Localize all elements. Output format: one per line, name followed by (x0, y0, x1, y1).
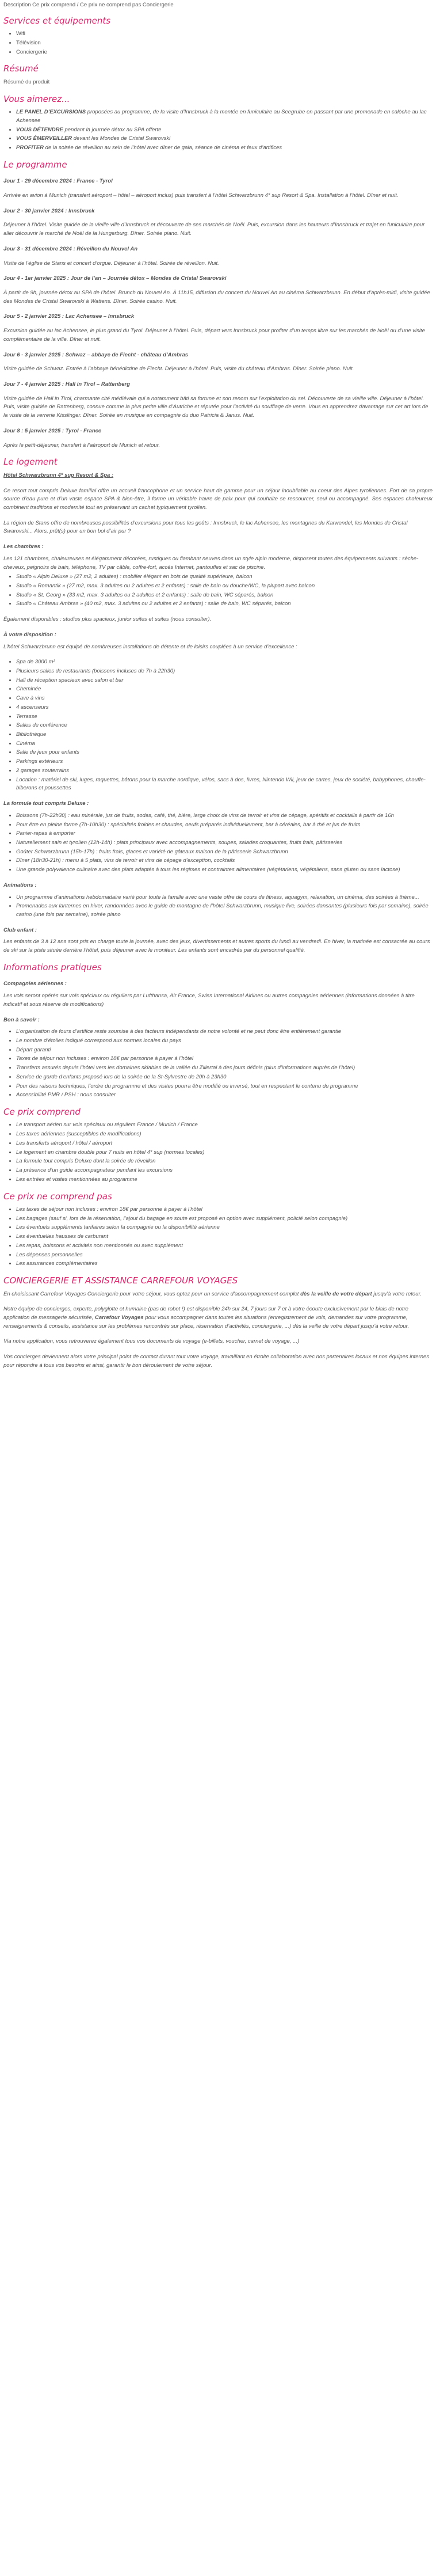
aimerez-item (16, 126, 433, 135)
service-item: • Conciergerie (16, 48, 433, 57)
ne-comprend-item: • Les taxes de séjour non incluses : environ 18€ par personne à payer à l’hôtel (16, 1206, 433, 1214)
service-item: • Télévision (16, 39, 433, 48)
day-heading: Jour 8 : 5 janvier 2025 : Tyrol - France (3, 427, 102, 434)
service-item: • Wifi (16, 30, 433, 39)
day-text: Visite guidée de Hall in Tirol, charmante cité médiévale qui a notamment bâti sa fortune et son renom sur l’exploitation du sel. Découverte de sa vieille ville. Déjeuner à l’hôtel. Puis, visite guidée de Rattenberg, connue comme la plus petite ville d’Autriche et réputée pour l’activité du soufflage de verre. Vous en apprendrez davantage sur cet art lors de la visite de la verrerie Kisslinger. Dîner. Soirée en musique en compagnie du duo Patricia & Janus. Nuit. (3, 395, 429, 419)
aimerez-item-text: proposées au programme, de la visite d’Innsbruck à la montée en funiculaire au Seegrube en passant par une promenade en calèche au lac Achensee (16, 109, 427, 124)
bon-item: • Accessibilité PMR / PSH : nous consulter (16, 1091, 433, 1100)
logement-title: Le logement (3, 457, 58, 468)
dispo-item: • Cave à vins (16, 694, 433, 703)
conciergerie-p2-a: Notre équipe de concierges, experte, polyglotte et humaine (pas de robot !) est disponible 24h sur 24, 7 jours sur 7 et à votre écoute exclusivement par le biais de notre application de messagerie sécurisée, (3, 1306, 408, 1321)
ne-comprend-item: • Les assurances complémentaires (16, 1260, 433, 1268)
resume-text: Résumé du produit (3, 78, 50, 85)
day-text: Visite de l’église de Stans et concert d’orgue. Déjeuner à l’hôtel. Soirée de réveillon. Nuit. (3, 260, 219, 267)
day-heading: Jour 3 - 31 décembre 2024 : Réveillon du Nouvel An (3, 245, 138, 252)
companies-label: Compagnies aériennes : (3, 981, 67, 987)
bon-list (3, 1028, 433, 1100)
formule-item: • Panier-repas à emporter (16, 830, 433, 838)
hotel-intro-2: La région de Stans offre de nombreuses possibilités d’excursions pour tous les goûts : Innsbruck, le lac Achensee, les montagnes du Karwendel, les Mondes de Cristal Swarovski... Alors, prêt(s) pour un bon bol d’air pur ? (3, 519, 408, 535)
comprend-item: • Le transport aérien sur vols spéciaux ou réguliers France / Munich / France (16, 1121, 433, 1130)
club-label: Club enfant : (3, 926, 37, 933)
dispo-list (3, 658, 433, 793)
programme-title: Le programme (3, 159, 67, 170)
formule-item: • Une grande polyvalence culinaire avec des plats adaptés à tous les régimes et contraintes alimentaires (végétariens, végétaliens, sans gluten ou sans lactose) (16, 866, 433, 875)
formule-item: • Boissons (7h-22h30) : eau minérale, jus de fruits, sodas, café, thé, bière, large choix de vins de terroir et vins de cépage, apéritifs et cocktails à partir de 16h (16, 812, 433, 820)
bon-item: • L’organisation de fours d’artifice reste soumise à des facteurs indépendants de notre volonté et ne peut donc être entièrement garantie (16, 1028, 433, 1036)
bon-item: • Transferts assurés depuis l’hôtel vers les domaines skiables de la vallée du Zillertal à des jours définis (plus d’informations auprès de l’hôtel) (16, 1064, 433, 1073)
dispo-item: • Spa de 3000 m² (16, 658, 433, 667)
dispo-item: • Hall de réception spacieux avec salon et bar (16, 677, 433, 685)
conciergerie-title: CONCIERGERIE ET ASSISTANCE CARREFOUR VOYAGES (3, 1275, 238, 1286)
dispo-item: • Bibliothèque (16, 731, 433, 739)
bon-label: Bon à savoir : (3, 1016, 40, 1023)
day-heading: Jour 4 - 1er janvier 2025 : Jour de l’an – Journée détox – Mondes de Cristal Swarovski (3, 275, 227, 282)
dispo-text: L’hôtel Schwarzbrunn est équipé de nombreuses installations de détente et de loisirs couplées à un service d’excellence : (3, 643, 297, 650)
ne-comprend-item: • Les éventuels suppléments tarifaires selon la compagnie ou la disponibilité aérienne (16, 1224, 433, 1232)
comprend-item: • Les entrées et visites mentionnées au programme (16, 1176, 433, 1184)
day-heading: Jour 6 - 3 janvier 2025 : Schwaz – abbaye de Fiecht - château d’Ambras (3, 351, 189, 358)
formule-label: La formule tout compris Deluxe : (3, 800, 89, 807)
aimerez-item-text: de la soirée de réveillon au sein de l’hôtel avec dîner de gala, séance de cinéma et feux d’artifices (44, 144, 282, 151)
aimerez-list (3, 108, 433, 153)
chambre-item: • Studio « St. Georg » (33 m2, max. 3 adultes ou 2 adultes et 2 enfants) : salle de bain, WC séparés, balcon (16, 591, 433, 600)
bon-item: • Service de garde d’enfants proposé lors de la soirée de la St-Sylvestre de 20h à 23h30 (16, 1073, 433, 1082)
club-text: Les enfants de 3 à 12 ans sont pris en charge toute la journée, avec des jeux, divertissements et autres sports du lundi au vendredi. En hiver, la matinée est consacrée au cours de ski sur la piste située derrière l’hôtel, puis déjeuner avec le moniteur. Les enfants sont encadrés par du personnel qualifié. (3, 939, 430, 954)
formule-item: • Goûter Schwarzbrunn (15h-17h) : fruits frais, glaces et variété de gâteaux maison de la pâtisserie Schwarzbrunn (16, 848, 433, 857)
comprend-item: • Le logement en chambre double pour 7 nuits en hôtel 4* sup (normes locales) (16, 1149, 433, 1157)
infos-title: Informations pratiques (3, 962, 102, 972)
animation-item: • Promenades aux lanternes en hiver, randonnées avec le guide de montagne de l’hôtel Schwarzbrunn, musique live, soirées dansantes (plusieurs fois par semaine), soirée casino (une fois par semaine), soirée piano (16, 902, 433, 919)
aimerez-item-bold: LE PANEL D’EXCURSIONS (16, 109, 86, 116)
chambres-text: Les 121 chambres, chaleureuses et élégamment décorées, rustiques ou flambant neuves dans un style alpin moderne, disposent toutes des équipements suivants : sèche-cheveux, peignoirs de bain, téléphone, TV par câble, coffre-fort, accès Internet, pantoufles et sac de piscine. (3, 555, 419, 571)
animations-list (3, 894, 433, 920)
conciergerie-p3: Via notre application, vous retrouverez également tous vos documents de voyage (e-billets, voucher, carnet de voyage, ...) (3, 1338, 300, 1345)
animation-item: • Un programme d’animations hebdomadaire varié pour toute la famille avec une vaste offre de cours de fitness, aquagym, relaxation, un cinéma, des soirées à thème... (16, 894, 433, 902)
dispo-item: • Parkings extérieurs (16, 758, 433, 766)
top-description: Description Ce prix comprend / Ce prix ne comprend pas Conciergerie (3, 2, 174, 8)
chambres-list (3, 573, 433, 609)
resume-title: Résumé (3, 63, 39, 74)
bon-item: • Pour des raisons techniques, l’ordre du programme et des visites pourra être modifié ou inversé, tout en respectant le contenu du programme (16, 1082, 433, 1091)
day-text: Visite guidée de Schwaz. Entrée à l’abbaye bénédictine de Fiecht. Déjeuner à l’hôtel. Puis, visite du château d’Ambras. Dîner. Soirée piano. Nuit. (3, 366, 354, 373)
aimerez-item (16, 108, 433, 125)
aimerez-item-text: devant les Mondes de Cristal Swarovski (72, 135, 171, 142)
comprend-item: • La présence d’un guide accompagnateur pendant les excursions (16, 1167, 433, 1175)
animations-label: Animations : (3, 882, 37, 888)
conciergerie-p4: Vos concierges deviennent alors votre principal point de contact durant tout votre voyage, travaillant en étroite collaboration avec nos partenaires locaux et nos équipes internes pour répondre à tous vos besoins et ainsi, garantir le bon déroulement de votre séjour. (3, 1354, 430, 1369)
chambre-item: • Studio « Château Ambras » (40 m2, max. 3 adultes ou 2 adultes et 2 enfants) : salle de bain, WC séparés, balcon (16, 600, 433, 609)
services-list (3, 30, 433, 56)
aimerez-item-bold: VOUS DÉTENDRE (16, 126, 63, 133)
ne-comprend-item: • Les bagages (sauf si, lors de la réservation, l’ajout du bagage en soute est proposé en option avec supplément, policié selon compagnie) (16, 1215, 433, 1224)
day-heading: Jour 1 - 29 décembre 2024 : France - Tyrol (3, 178, 113, 185)
hotel-heading: Hôtel Schwarzbrunn 4* sup Resort & Spa : (3, 472, 114, 478)
dispo-item: • 2 garages souterrains (16, 767, 433, 776)
companies-text: Les vols seront opérés sur vols spéciaux ou réguliers par Lufthansa, Air France, Swiss International Airlines ou autres compagnies aériennes (informations données à titre indicatif et sous réserve de modifications) (3, 993, 415, 1008)
dispo-label: À votre disposition : (3, 631, 56, 638)
chambre-item: • Studio « Romantik » (27 m2, max. 3 adultes ou 2 adultes et 2 enfants) : salle de bain ou douche/WC, la plupart avec balcon (16, 582, 433, 591)
conciergerie-p2-bold: Carrefour Voyages (94, 1314, 144, 1321)
dispo-item: • Terrasse (16, 713, 433, 721)
conciergerie-p1-c: jusqu’à votre retour. (372, 1290, 422, 1297)
dispo-item: • Salle de jeux pour enfants (16, 749, 433, 757)
day-heading: Jour 7 - 4 janvier 2025 : Hall in Tirol – Rattenberg (3, 381, 130, 387)
day-text: Après le petit-déjeuner, transfert à l’aéroport de Munich et retour. (3, 442, 160, 449)
day-heading: Jour 2 - 30 janvier 2024 : Innsbruck (3, 207, 95, 214)
chambres-note: Également disponibles : studios plus spacieux, junior suites et suites (nous consulter). (3, 616, 212, 623)
bon-item: • Taxes de séjour non incluses : environ 18€ par personne à payer à l’hôtel (16, 1055, 433, 1063)
dispo-item: • Location : matériel de ski, luges, raquettes, bâtons pour la marche nordique, vélos, sacs à dos, livres, Nintendo Wii, jeux de cartes, jeux de société, babyphones, chauffe-biberons et poussettes (16, 776, 433, 793)
day-text: À partir de 9h, journée détox au SPA de l’hôtel. Brunch du Nouvel An. À 11h15, diffusion du concert du Nouvel An au cinéma Schwarzbrunn. En début d’après-midi, visite guidée des Mondes de Cristal Swarovski à Wattens. Dîner. Soirée casino. Nuit. (3, 289, 430, 305)
ne-comprend-item: • Les repas, boissons et activités non mentionnés ou avec supplément (16, 1242, 433, 1251)
conciergerie-p2 (3, 1305, 433, 1331)
formule-item: • Pour être en pleine forme (7h-10h30) : spécialités froides et chaudes, oeufs préparés individuellement, bar à céréales, bar à thé et jus de fruits (16, 821, 433, 830)
aimerez-item-bold: PROFITER (16, 144, 44, 151)
day-text: Excursion guidée au lac Achensee, le plus grand du Tyrol. Déjeuner à l’hôtel. Puis, départ vers Innsbruck pour profiter d’un temps libre sur les marchés de Noël ou d’une visite complémentaire de la ville. Dîner et nuit. (3, 328, 425, 343)
aimerez-item (16, 135, 433, 143)
comprend-item: • Les taxes aériennes (susceptibles de modifications) (16, 1130, 433, 1139)
formule-item: • Dîner (18h30-21h) : menu à 5 plats, vins de terroir et vins de cépage d’exception, cocktails (16, 857, 433, 865)
ne-comprend-list (3, 1206, 433, 1268)
day-heading: Jour 5 - 2 janvier 2025 : Lac Achensee – Innsbruck (3, 313, 135, 320)
dispo-item: • Cinéma (16, 740, 433, 749)
day-text: Arrivée en avion à Munich (transfert aéroport – hôtel – aéroport inclus) puis transfert à l’hôtel Schwarzbrunn 4* sup Resort & Spa. Installation à l’hôtel. Dîner et nuit. (3, 192, 399, 199)
ne-comprend-title: Ce prix ne comprend pas (3, 1191, 112, 1202)
chambres-label: Les chambres : (3, 544, 44, 550)
day-text: Déjeuner à l’hôtel. Visite guidée de la vieille ville d’Innsbruck et découverte de ses marchés de Noël. Puis, excursion dans les hauteurs d’Innsbruck et trajet en funiculaire pour aller découvrir le marché de Noël de la Hungerburg. Dîner. Soirée piano. Nuit. (3, 222, 425, 237)
hotel-intro-1: Ce resort tout compris Deluxe familial offre un accueil francophone et un service haut de gamme pour un séjour inoubliable au coeur des Alpes tyroliennes. Fort de sa propre source d’eau pure et d’un vaste espace SPA & bien-être, il forme un véritable havre de paix pour qui souhaite se ressourcer, seul ou accompagné. Ses espaces chaleureux combinent traditions et modernité tout en préservant un cachet typiquement tyrolien. (3, 487, 433, 511)
aimerez-item-bold: VOUS ÉMERVEILLER (16, 135, 72, 142)
ne-comprend-item: • Les éventuelles hausses de carburant (16, 1233, 433, 1241)
ne-comprend-item: • Les dépenses personnelles (16, 1251, 433, 1260)
conciergerie-p1-bold: dès la veille de votre départ (300, 1290, 372, 1297)
bon-item: • Départ garanti (16, 1046, 433, 1055)
chambre-item: • Studio « Alpin Deluxe » (27 m2, 2 adultes) : mobilier élégant en bois de qualité supérieure, balcon (16, 573, 433, 582)
dispo-item: • Cheminée (16, 685, 433, 694)
aimerez-item (16, 144, 433, 153)
comprend-item: • La formule tout compris Deluxe dont la soirée de réveillon (16, 1157, 433, 1166)
conciergerie-p1-a: En choisissant Carrefour Voyages Conciergerie pour votre séjour, vous optez pour un service d’accompagnement complet (3, 1290, 301, 1297)
comprend-list (3, 1121, 433, 1184)
dispo-item: • Salles de conférence (16, 721, 433, 730)
dispo-item: • 4 ascenseurs (16, 704, 433, 712)
formule-item: • Naturellement sain et tyrolien (12h-14h) : plats principaux avec accompagnements, soupes, salades croquantes, fruits frais, pâtisseries (16, 839, 433, 848)
aimerez-item-text: pendant la journée détox au SPA offerte (63, 126, 162, 133)
conciergerie-p2-c: pour vous accompagner dans toutes les situations (enregistrement de vols, demandes sur votre programme, renseignements & conseils, assistance sur les problèmes rencontrés sur place, réservation d’activités, conciergerie, ...) dès la veille de votre départ jusqu’à votre retour. (3, 1314, 410, 1329)
comprend-item: • Les transferts aéroport / hôtel / aéroport (16, 1139, 433, 1148)
bon-item: • Le nombre d’étoiles indiqué correspond aux normes locales du pays (16, 1037, 433, 1046)
dispo-item: • Plusieurs salles de restaurants (boissons incluses de 7h à 22h30) (16, 667, 433, 676)
comprend-title: Ce prix comprend (3, 1106, 81, 1117)
conciergerie-p1 (3, 1290, 433, 1299)
aimerez-title: Vous aimerez... (3, 93, 70, 104)
programme-days (3, 177, 433, 450)
services-title: Services et équipements (3, 15, 111, 26)
formule-list (3, 812, 433, 875)
